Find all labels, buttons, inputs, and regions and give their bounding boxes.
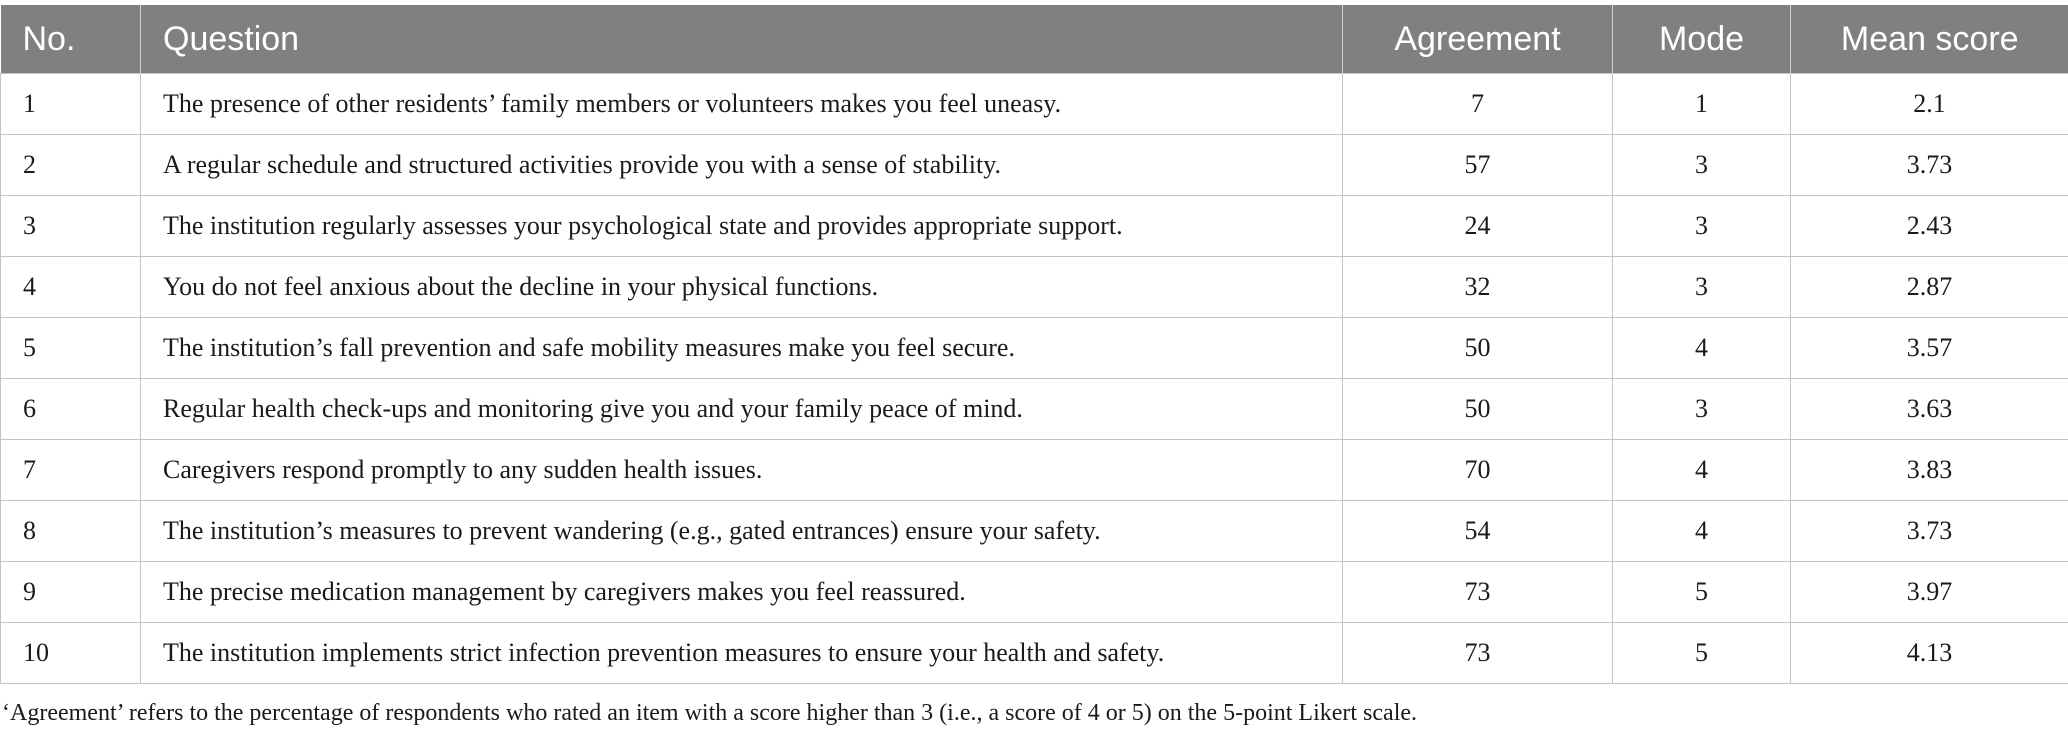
table-row bbox=[1, 196, 2068, 257]
cell-mean: 3.83 bbox=[1791, 440, 2068, 501]
cell-question: The institution’s measures to prevent wandering (e.g., gated entrances) ensure your safety. bbox=[141, 501, 1343, 562]
cell-mean: 3.57 bbox=[1791, 318, 2068, 379]
cell-no: 2 bbox=[1, 135, 141, 196]
table-row bbox=[1, 379, 2068, 440]
cell-no: 3 bbox=[1, 196, 141, 257]
cell-agreement: 73 bbox=[1343, 562, 1613, 623]
table-row bbox=[1, 562, 2068, 623]
table-header bbox=[1, 5, 2068, 74]
cell-agreement: 70 bbox=[1343, 440, 1613, 501]
cell-question: The institution regularly assesses your psychological state and provides appropriate support. bbox=[141, 196, 1343, 257]
cell-agreement: 7 bbox=[1343, 74, 1613, 135]
cell-agreement: 50 bbox=[1343, 318, 1613, 379]
cell-agreement: 54 bbox=[1343, 501, 1613, 562]
header-mean-score: Mean score bbox=[1791, 5, 2068, 74]
cell-mode: 4 bbox=[1613, 501, 1791, 562]
cell-mean: 2.87 bbox=[1791, 257, 2068, 318]
table-row bbox=[1, 135, 2068, 196]
cell-no: 8 bbox=[1, 501, 141, 562]
table-row bbox=[1, 440, 2068, 501]
header-mode: Mode bbox=[1613, 5, 1791, 74]
table-row bbox=[1, 623, 2068, 684]
cell-mode: 1 bbox=[1613, 74, 1791, 135]
cell-no: 9 bbox=[1, 562, 141, 623]
cell-mean: 3.63 bbox=[1791, 379, 2068, 440]
cell-mean: 3.97 bbox=[1791, 562, 2068, 623]
cell-mode: 3 bbox=[1613, 257, 1791, 318]
table-row bbox=[1, 74, 2068, 135]
cell-no: 5 bbox=[1, 318, 141, 379]
cell-mode: 5 bbox=[1613, 623, 1791, 684]
table-body bbox=[1, 74, 2068, 684]
table-footnote: ‘Agreement’ refers to the percentage of respondents who rated an item with a score higher than 3 (i.e., a score of 4 or 5) on the 5-point Likert scale. bbox=[2, 700, 1418, 726]
cell-agreement: 24 bbox=[1343, 196, 1613, 257]
cell-question: You do not feel anxious about the decline in your physical functions. bbox=[141, 257, 1343, 318]
table-row bbox=[1, 257, 2068, 318]
cell-question: The institution implements strict infection prevention measures to ensure your health and safety. bbox=[141, 623, 1343, 684]
cell-mean: 3.73 bbox=[1791, 135, 2068, 196]
header-agreement: Agreement bbox=[1343, 5, 1613, 74]
header-no: No. bbox=[1, 5, 141, 74]
survey-table bbox=[0, 5, 2068, 684]
cell-mean: 2.1 bbox=[1791, 74, 2068, 135]
cell-question: The presence of other residents’ family members or volunteers makes you feel uneasy. bbox=[141, 74, 1343, 135]
survey-table-container bbox=[0, 5, 2068, 684]
cell-agreement: 50 bbox=[1343, 379, 1613, 440]
cell-no: 1 bbox=[1, 74, 141, 135]
cell-agreement: 73 bbox=[1343, 623, 1613, 684]
cell-no: 4 bbox=[1, 257, 141, 318]
cell-mode: 4 bbox=[1613, 440, 1791, 501]
header-question: Question bbox=[141, 5, 1343, 74]
cell-question: Regular health check-ups and monitoring give you and your family peace of mind. bbox=[141, 379, 1343, 440]
cell-question: Caregivers respond promptly to any sudden health issues. bbox=[141, 440, 1343, 501]
cell-mode: 3 bbox=[1613, 379, 1791, 440]
cell-no: 10 bbox=[1, 623, 141, 684]
table-row bbox=[1, 501, 2068, 562]
cell-mean: 3.73 bbox=[1791, 501, 2068, 562]
cell-agreement: 57 bbox=[1343, 135, 1613, 196]
cell-mean: 4.13 bbox=[1791, 623, 2068, 684]
cell-no: 7 bbox=[1, 440, 141, 501]
header-row bbox=[1, 5, 2068, 74]
cell-question: A regular schedule and structured activities provide you with a sense of stability. bbox=[141, 135, 1343, 196]
table-row bbox=[1, 318, 2068, 379]
cell-mode: 4 bbox=[1613, 318, 1791, 379]
cell-mean: 2.43 bbox=[1791, 196, 2068, 257]
cell-agreement: 32 bbox=[1343, 257, 1613, 318]
cell-mode: 3 bbox=[1613, 196, 1791, 257]
cell-question: The precise medication management by caregivers makes you feel reassured. bbox=[141, 562, 1343, 623]
cell-mode: 5 bbox=[1613, 562, 1791, 623]
cell-question: The institution’s fall prevention and safe mobility measures make you feel secure. bbox=[141, 318, 1343, 379]
cell-mode: 3 bbox=[1613, 135, 1791, 196]
cell-no: 6 bbox=[1, 379, 141, 440]
